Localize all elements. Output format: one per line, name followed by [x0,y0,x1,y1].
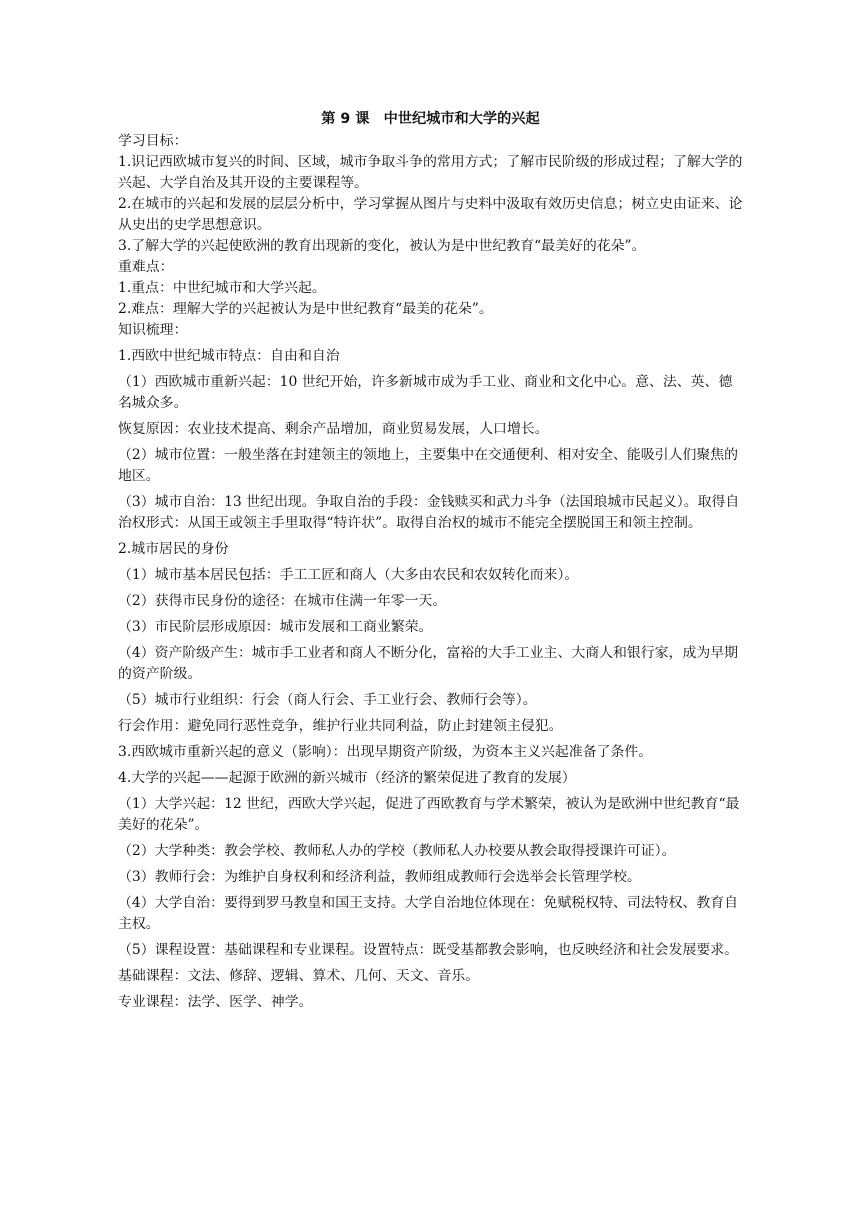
section-4-heading: 4.大学的兴起——起源于欧洲的新兴城市（经济的繁荣促进了教育的发展） [118,770,576,786]
section-1-recovery-reasons: 恢复原因：农业技术提高、剩余产品增加，商业贸易发展，人口增长。 [118,421,549,437]
section-4-item-5: （5）课程设置：基础课程和专业课程。设置特点：既受基都教会影响，也反映经济和社会发展要求。 [118,942,739,958]
basic-courses: 基础课程：文法、修辞、逻辑、算术、几何、天文、音乐。 [118,968,480,984]
section-2-guild-role: 行会作用：避免同行恶性竞争，维护行业共同利益，防止封建领主侵犯。 [118,718,563,734]
section-4-item-2: （2）大学种类：教会学校、教师私人办的学校（教师私人办校要从教会取得授课许可证）。 [118,843,676,859]
heading-knowledge-review: 知识梳理： [118,322,188,338]
section-4-item-4: （4）大学自治：要得到罗马教皇和国王支持。大学自治地位体现在：免赋税权特、司法特权、教育自主权。 [118,895,739,932]
section-4-item-1: （1）大学兴起：12 世纪，西欧大学兴起，促进了西欧教育与学术繁荣，被认为是欧洲中世纪教育“最美好的花朵”。 [118,796,740,833]
section-2-item-3: （3）市民阶层形成原因：城市发展和工商业繁荣。 [118,619,433,635]
section-1-item-2: （2）城市位置：一般坐落在封建领主的领地上，主要集中在交通便利、相对安全、能吸引人们聚焦的地区。 [118,447,739,484]
section-2-item-1: （1）城市基本居民包括：手工工匠和商人（大多由农民和农奴转化而来）。 [118,567,579,583]
goal-2: 2.在城市的兴起和发展的层层分析中，学习掌握从图片与史料中汲取有效历史信息；树立史由证来、论从史出的史学思想意识。 [118,196,743,233]
section-4-item-3: （3）教师行会：为维护自身权利和经济利益，教师组成教师行会选举会长管理学校。 [118,869,641,885]
difficult-point: 2.难点：理解大学的兴起被认为是中世纪教育“最美的花朵”。 [118,301,493,317]
section-1-item-1: （1）西欧城市重新兴起：10 世纪开始，许多新城市成为手工业、商业和文化中心。意、法、英、德名城众多。 [118,374,733,411]
section-3-significance: 3.西欧城市重新兴起的意义（影响）：出现早期资产阶级，为资本主义兴起准备了条件。 [118,744,653,760]
goal-3: 3.了解大学的兴起使欧洲的教育出现新的变化，被认为是中世纪教育“最美好的花朵”。 [118,238,646,254]
section-2-item-2: （2）获得市民身份的途径：在城市住满一年零一天。 [118,593,447,609]
section-1-item-3: （3）城市自治：13 世纪出现。争取自治的手段：金钱赎买和武力斗争（法国琅城市民起义）。取得自治权形式：从国王或领主手里取得“特许状”。取得自治权的城市不能完全摆脱国王和领主控制。 [118,494,740,531]
document-page [118,110,743,1013]
key-point: 1.重点：中世纪城市和大学兴起。 [118,280,326,296]
section-2-item-4: （4）资产阶级产生：城市手工业者和商人不断分化，富裕的大手工业主、大商人和银行家，成为早期的资产阶级。 [118,645,739,682]
section-1-heading: 1.西欧中世纪城市特点：自由和自治 [118,348,340,364]
lesson-title: 第 9 课 中世纪城市和大学的兴起 [321,111,540,127]
section-2-item-5: （5）城市行业组织：行会（商人行会、手工业行会、教师行会等）。 [118,692,537,708]
heading-learning-goals: 学习目标： [118,133,188,149]
heading-key-points: 重难点： [118,259,174,275]
goal-1: 1.识记西欧城市复兴的时间、区域，城市争取斗争的常用方式；了解市民阶级的形成过程；了解大学的兴起、大学自治及其开设的主要课程等。 [118,154,743,191]
professional-courses: 专业课程：法学、医学、神学。 [118,994,313,1010]
section-2-heading: 2.城市居民的身份 [118,541,229,557]
